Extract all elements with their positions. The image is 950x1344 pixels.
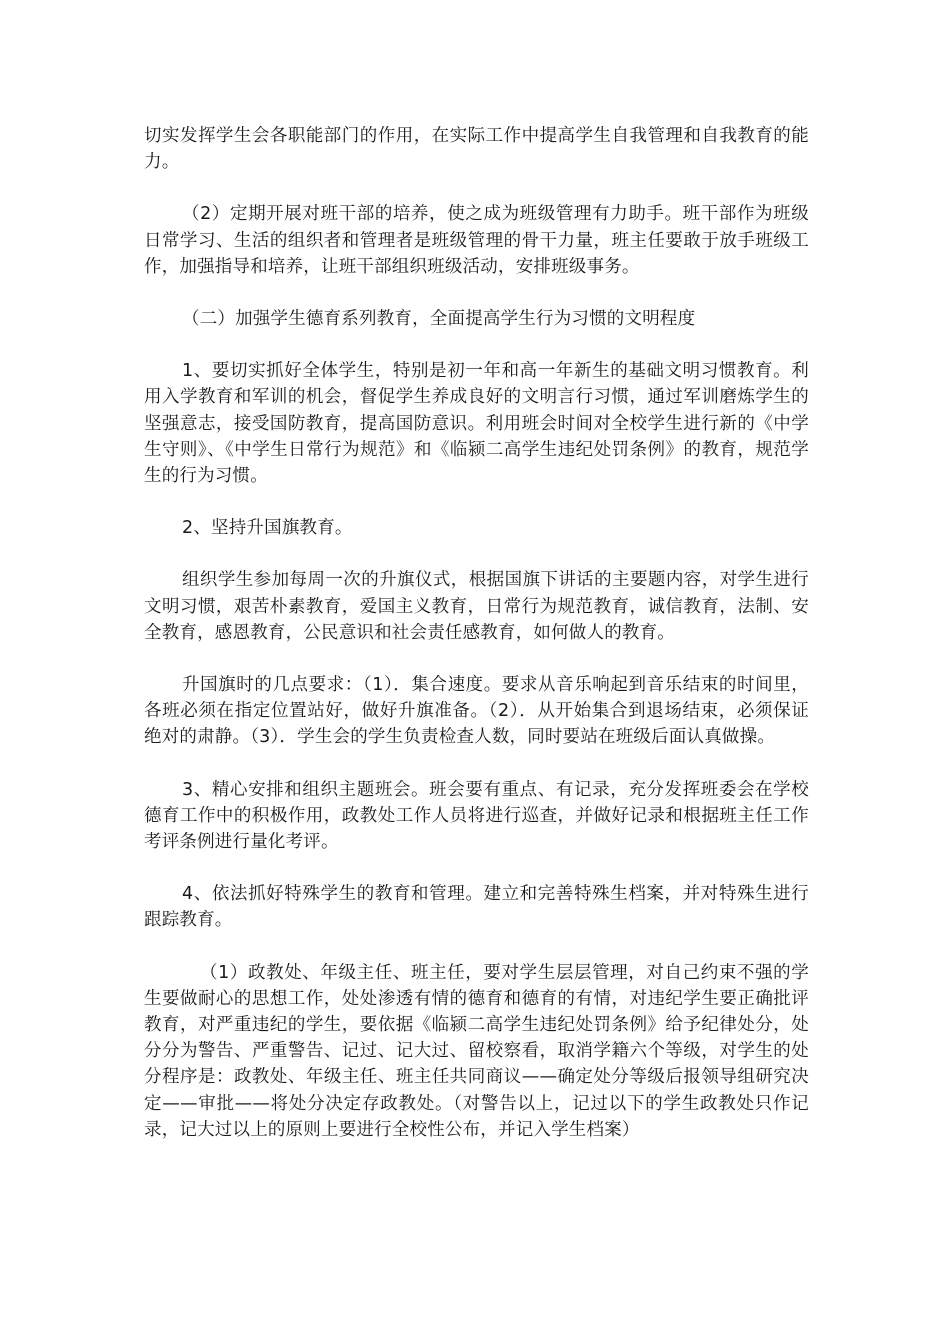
document-body — [144, 123, 809, 1169]
paragraph-5: 组织学生参加每周一次的升旗仪式，根据国旗下讲话的主要题内容，对学生进行文明习惯，艰苦朴素教育，爱国主义教育，日常行为规范教育，诚信教育，法制、安全教育，感恩教育，公民意识和社会责任感教育，如何做人的教育。 — [144, 570, 809, 643]
paragraph-6: 升国旗时的几点要求：（1）．集合速度。要求从音乐响起到音乐结束的时间里，各班必须在指定位置站好，做好升旗准备。（2）．从开始集合到退场结束，必须保证绝对的肃静。（3）．学生会的学生负责检查人数，同时要站在班级后面认真做操。 — [144, 675, 809, 748]
paragraph-7: 3、精心安排和组织主题班会。班会要有重点、有记录，充分发挥班委会在学校德育工作中的积极作用，政教处工作人员将进行巡查，并做好记录和根据班主任工作考评条例进行量化考评。 — [144, 779, 809, 853]
paragraph-2: （2）定期开展对班干部的培养，使之成为班级管理有力助手。班干部作为班级日常学习、生活的组织者和管理者是班级管理的骨干力量，班主任要敢于放手班级工作，加强指导和培养，让班干部组织班级活动，安排班级事务。 — [144, 204, 809, 277]
section-heading: （二）加强学生德育系列教育，全面提高学生行为习惯的文明程度 — [182, 309, 696, 330]
paragraph-3: 1、要切实抓好全体学生，特别是初一年和高一年新生的基础文明习惯教育。利用入学教育和军训的机会，督促学生养成良好的文明言行习惯，通过军训磨炼学生的坚强意志，接受国防教育，提高国防意识。利用班会时间对全校学生进行新的《中学生守则》、《中学生日常行为规范》和《临颍二高学生违纪处罚条例》的教育，规范学生的行为习惯。 — [144, 361, 809, 487]
paragraph-4: 2、坚持升国旗教育。 — [182, 518, 353, 539]
paragraph-8: 4、依法抓好特殊学生的教育和管理。建立和完善特殊生档案，并对特殊生进行跟踪教育。 — [144, 884, 809, 931]
paragraph-9: （1）政教处、年级主任、班主任，要对学生层层管理，对自己约束不强的学生要做耐心的思想工作，处处渗透有情的德育和德育的有情，对违纪学生要正确批评教育，对严重违纪的学生，要依据《临颍二高学生违纪处罚条例》给予纪律处分，处分分为警告、严重警告、记过、记大过、留校察看，取消学籍六个等级，对学生的处分程序是：政教处、年级主任、班主任共同商议——确定处分等级后报领导组研究决定——审批——将处分决定存政教处。（对警告以上，记过以下的学生政教处只作记录，记大过以上的原则上要进行全校性公布，并记入学生档案） — [144, 962, 809, 1140]
paragraph-1: 切实发挥学生会各职能部门的作用，在实际工作中提高学生自我管理和自我教育的能力。 — [144, 126, 809, 173]
